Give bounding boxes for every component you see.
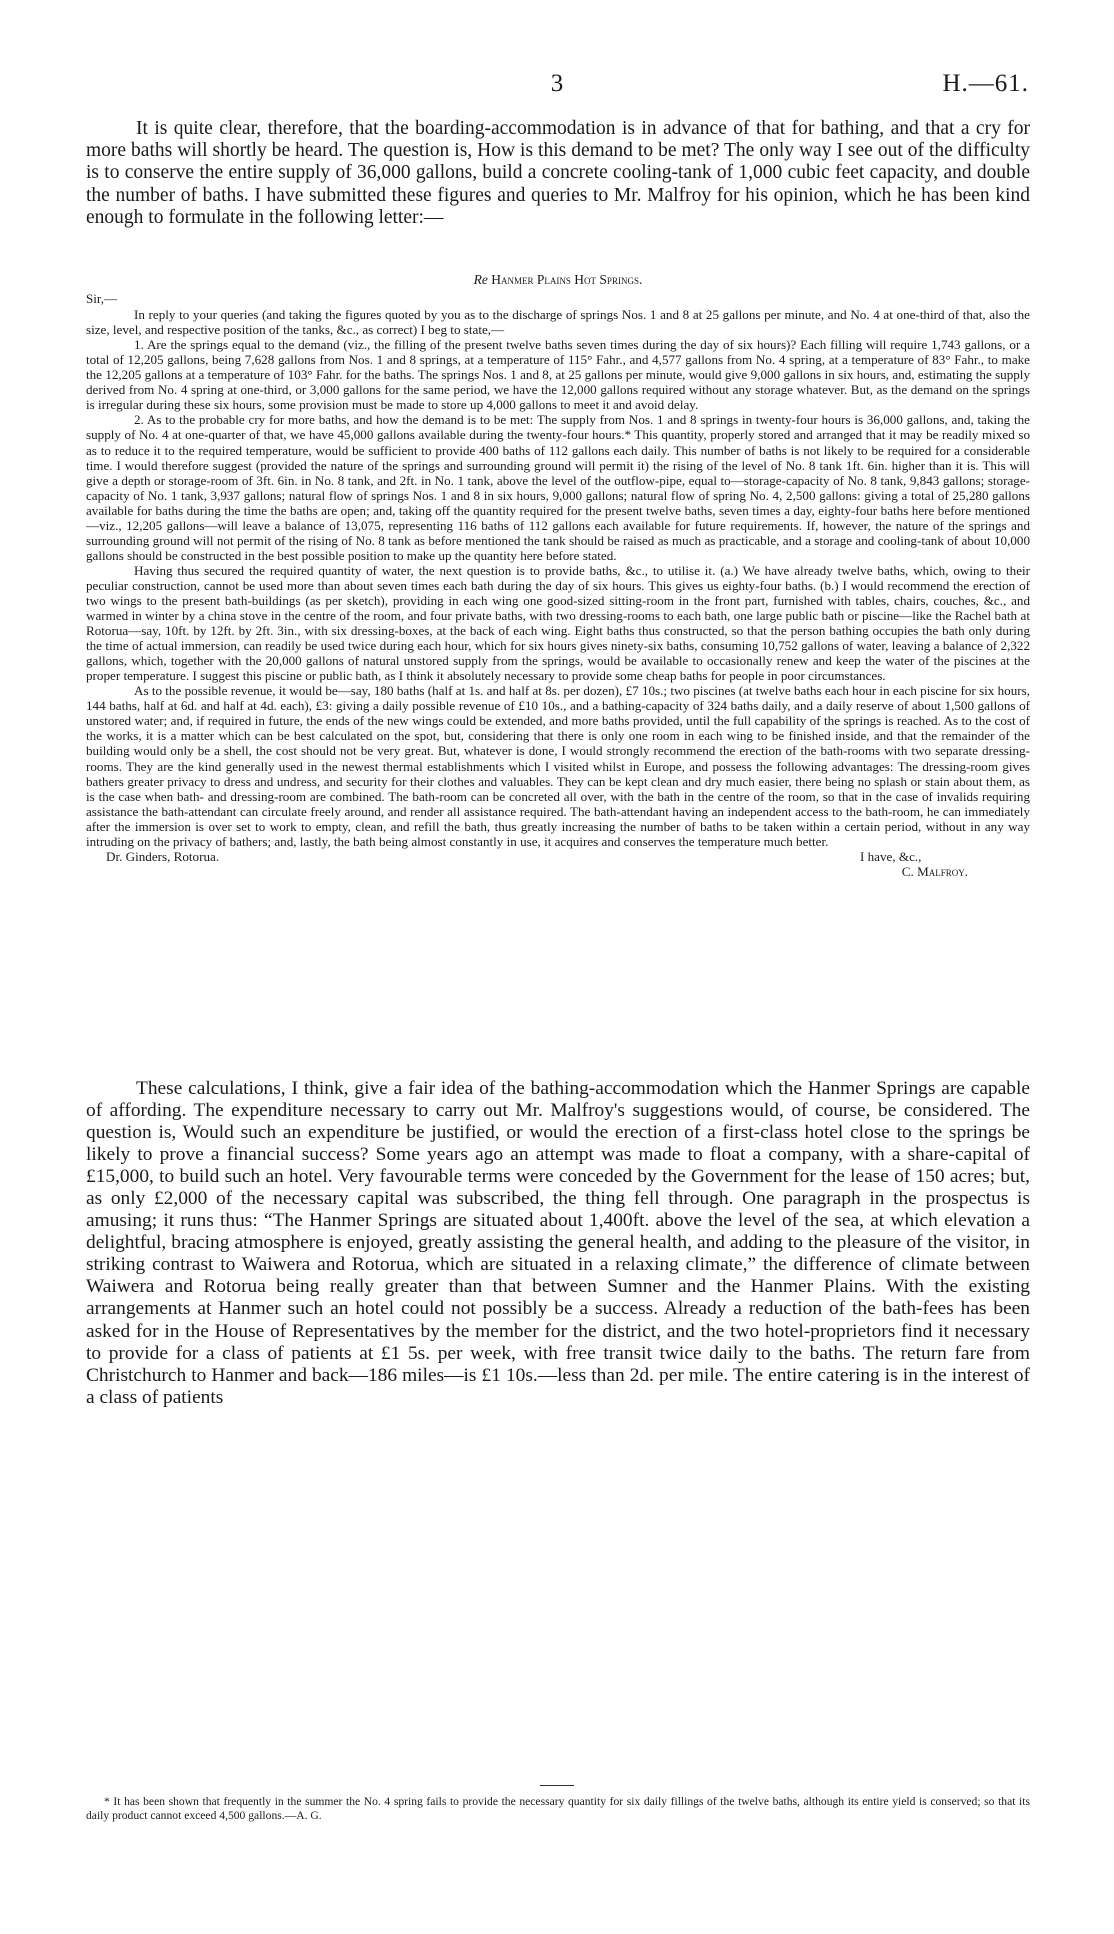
document-reference: H.—61.	[942, 70, 1029, 97]
intro-paragraph: It is quite clear, therefore, that the boarding-accommodation is in advance of that for bathing, and that a cry for more baths will shortly be heard. The question is, How is this demand to be met? The only way I see out of the difficulty is to conserve the entire supply of 36,000 gallons, build a concrete cooling-tank of 1,000 cubic feet capacity, and double the number of baths. I have submitted these figures and queries to Mr. Malfroy for his opinion, which he has been kind enough to formulate in the following letter:—	[86, 118, 1030, 228]
letter-paragraph-baths: Having thus secured the required quantity of water, the next question is to provide baths, &c., to utilise it. (a.) We have already twelve baths, which, owing to their peculiar construction, cannot be used more than about seven times each bath during the day of six hours. This gives us eighty-four baths. (b.) I would recommend the erection of two wings to the present bath-buildings (as per sketch), providing in each wing one good-sized sitting-room in the front part, furnished with tables, chairs, couches, &c., and warmed in winter by a china stove in the centre of the room, and four private baths, with two dressing-rooms to each bath, one large public bath or piscine—like the Rachel bath at Rotorua—say, 10ft. by 12ft. by 2ft. 3in., with six dressing-boxes, at the back of each wing. Eight baths thus constructed, so that the person bathing occupies the bath only during the time of actual immersion, can readily be used twice during each hour, which for six hours gives ninety-six baths, consuming 10,752 gallons of water, leaving a balance of 2,322 gallons, which, together with the 20,000 gallons of natural unstored supply from the springs, would be available to occasionally renew and keep the water of the piscines at the proper temperature. I suggest this piscine or public bath, as I think it absolutely necessary to provide some cheap baths for people in poor circumstances.	[86, 562, 1030, 684]
closing-paragraph: These calculations, I think, give a fair idea of the bathing-accommodation which the Hanmer Springs are capable of affording. The expenditure necessary to carry out Mr. Malfroy's suggestions would, of course, be considered. The question is, Would such an expenditure be justified, or would the erection of a first-class hotel close to the springs be likely to prove a financial success? Some years ago an attempt was made to float a company, with a share-capital of £15,000, to build such an hotel. Very favourable terms were conceded by the Government for the lease of 150 acres; but, as only £2,000 of the necessary capital was subscribed, the thing fell through. One paragraph in the prospectus is amusing; it runs thus: “The Hanmer Springs are situated about 1,400ft. above the level of the sea, at which elevation a delightful, bracing atmosphere is enjoyed, greatly assisting the general health, and adding to the pleasure of the visitor, in striking contrast to Waiwera and Rotorua, which are situated in a relaxing climate,” the difference of climate between Waiwera and Rotorua being really greater than that between Sumner and the Hanmer Plains. With the existing arrangements at Hanmer such an hotel could not possibly be a success. Already a reduction of the bath-fees has been asked for in the House of Representatives by the member for the district, and the two hotel-proprietors find it necessary to provide for a class of patients at £1 5s. per week, with free transit twice daily to the baths. The return fare from Christchurch to Hanmer and back—186 miles—is £1 10s.—less than 2d. per mile. The entire catering is in the interest of a class of patients	[86, 1078, 1030, 1408]
letter-paragraph-1: 1. Are the springs equal to the demand (viz., the filling of the present twelve baths seven times during the day of six hours)? Each filling will require 1,743 gallons, or a total of 12,205 gallons, being 7,628 gallons from Nos. 1 and 8 springs, at a temperature of 115° Fahr., and 4,577 gallons from No. 4 spring, at a temperature of 83° Fahr., to make the 12,205 gallons at a temperature of 103° Fahr. for the baths. The springs Nos. 1 and 8, at 25 gallons per minute, would give 9,000 gallons in six hours, and, estimating the supply derived from No. 4 spring at one-third, or 3,000 gallons for the same period, we have the 12,000 gallons required without any storage whatever. But, as the demand on the springs is irregular during these six hours, some provision must be made to store up 4,000 gallons to meet it and avoid delay.	[86, 337, 1030, 413]
letter-signoff-row	[86, 849, 1030, 864]
letter-salutation: Sir,—	[86, 291, 118, 307]
closing-section	[86, 1078, 1030, 1409]
letter-signature: C. Malfroy.	[901, 863, 968, 879]
footnote	[86, 1795, 1030, 1823]
letter-paragraph-2: 2. As to the probable cry for more baths, and how the demand is to be met: The supply from Nos. 1 and 8 springs in twenty-four hours is 36,000 gallons, and, taking the supply of No. 4 at one-quarter of that, we have 45,000 gallons available during the twenty-four hours.* This quantity, properly stored and arranged that it may be readily mixed so as to reduce it to the required temperature, would be sufficient to provide 400 baths of 112 gallons each daily. This number of baths is not likely to be required for a considerable time. I would therefore suggest (provided the nature of the springs and surrounding ground will permit it) the rising of the level of No. 8 tank 1ft. 6in. higher than it is. This will give a depth or storage-room of 3ft. 6in. in No. 8 tank, and 2ft. in No. 1 tank, above the level of the outflow-pipe, equal to—storage-capacity of No. 8 tank, 9,843 gallons; storage-capacity of No. 1 tank, 3,937 gallons; natural flow of springs Nos. 1 and 8 in six hours, 9,000 gallons; natural flow of spring No. 4, 2,500 gallons: giving a total of 25,280 gallons available for baths during the time the baths are open; and, taking off the quantity required for the present twelve baths, seven times a day, eighty-four baths here before mentioned—viz., 12,205 gallons—will leave a balance of 13,075, representing 116 baths of 112 gallons each available for future requirements. If, however, the nature of the springs and surrounding ground will not permit of the rising of No. 8 tank as before mentioned the tank should be raised as much as practicable, and a storage and cooling-tank of about 10,000 gallons should be constructed in the best possible position to make up the quantity here before stated.	[86, 412, 1030, 563]
footnote-text: * It has been shown that frequently in the summer the No. 4 spring fails to provide the necessary quantity for six daily fillings of the twelve baths, although its entire yield is conserved; so that its daily product cannot exceed 4,500 gallons.—A. G.	[86, 1795, 1030, 1822]
malfroy-letter	[86, 272, 1030, 879]
letter-paragraph-revenue: As to the possible revenue, it would be—say, 180 baths (half at 1s. and half at 8s. per dozen), £7 10s.; two piscines (at twelve baths each hour in each piscine for six hours, 144 baths, half at 6d. and half at 4d. each), £3: giving a daily possible revenue of £10 10s., and a bathing-capacity of 324 baths daily, and a daily reserve of about 1,500 gallons of unstored water; and, if required in future, the ends of the new wings could be extended, and more baths provided, until the full capability of the springs is reached. As to the cost of the works, it is a matter which can be best calculated on the spot, but, considering that there is only one room in each wing to be finished inside, and that the remainder of the building would only be a shell, the cost should not be very great. But, whatever is done, I would strongly recommend the erection of the bath-rooms with two separate dressing-rooms. They are the kind generally used in the newest thermal establishments which I visited whilst in Europe, and possess the following advantages: The dressing-room gives bathers greater privacy to dress and undress, and security for their clothes and valuables. They can be kept clean and dry much easier, there being no splash or stain about them, as is the case when bath- and dressing-room are combined. The bath-room can be concreted all over, with the bath in the centre of the room, so that in the case of invalids requiring assistance the bath-attendant can circulate freely around, and render all assistance required. The bath-attendant having an independent access to the bath-room, he can immediately after the immersion is over set to work to empty, clean, and refill the bath, thus greatly increasing the number of baths to be taken within a certain period, without in any way intruding on the privacy of bathers; and, lastly, the bath being almost constantly in use, it acquires and conserves the temperature much better.	[86, 683, 1030, 849]
re-subject: Hanmer Plains Hot Springs.	[491, 272, 643, 287]
re-prefix: Re	[473, 272, 488, 287]
footnote-divider	[540, 1785, 574, 1786]
letter-paragraph-intro: In reply to your queries (and taking the figures quoted by you as to the discharge of springs Nos. 1 and 8 at 25 gallons per minute, and No. 4 at one-third of that, also the size, level, and respective position of the tanks, &c., as correct) I beg to state,—	[86, 307, 1030, 338]
intro-section	[86, 118, 1030, 229]
page-number: 3	[550, 70, 564, 97]
letter-subject	[86, 272, 1030, 287]
letter-addressee: Dr. Ginders, Rotorua.	[106, 848, 220, 864]
letter-valediction: I have, &c.,	[860, 848, 922, 864]
